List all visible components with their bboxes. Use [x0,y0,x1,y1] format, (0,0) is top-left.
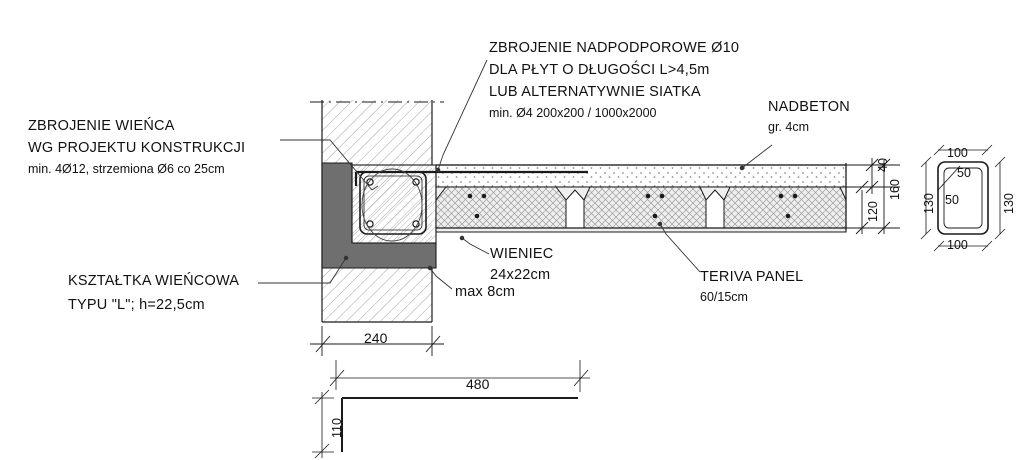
ring-beam [352,165,436,243]
rebar-bend-detail [312,360,590,458]
label-zbrojenie-wienca-line3: min. 4Ø12, strzemiona Ø6 co 25cm [28,162,225,176]
label-zbrojenie-nadpodporowe-line2: DLA PŁYT O DŁUGOŚCI L>4,5m [489,62,710,78]
label-teriva-line1: TERIVA PANEL [700,269,804,285]
dimension-text-120: 120 [866,201,880,222]
label-zbrojenie-nadpodporowe-line3: LUB ALTERNATYWNIE SIATKA [489,84,701,100]
slab-topping [436,165,846,187]
label-max8cm: max 8cm [455,284,516,300]
detail-dimension-top: 100 [947,146,968,160]
detail-dimension-right: 130 [1002,193,1016,214]
dimension-text-240: 240 [364,330,388,346]
label-ksztaltka-line2: TYPU "L"; h=22,5cm [68,297,205,313]
detail-dimension-inner-left: 50 [945,193,959,207]
dimension-text-480: 480 [466,376,490,392]
dimension-text-40: 40 [876,158,890,172]
detail-dimension-bottom: 100 [947,238,968,252]
detail-dimension-left: 130 [922,193,936,214]
label-nadbeton-line1: NADBETON [768,99,850,115]
dimension-text-110: 110 [330,418,344,438]
label-zbrojenie-nadpodporowe-line4: min. Ø4 200x200 / 1000x2000 [489,106,657,120]
dimension-text-160: 160 [888,179,902,200]
label-ksztaltka-line1: KSZTAŁTKA WIEŃCOWA [68,273,240,289]
label-wieniec-line1: WIENIEC [490,246,554,262]
label-teriva-line2: 60/15cm [700,290,748,304]
label-wieniec-line2: 24x22cm [490,267,551,283]
label-nadbeton-line2: gr. 4cm [768,120,809,134]
label-zbrojenie-wienca-line1: ZBROJENIE WIEŃCA [28,118,175,134]
label-zbrojenie-nadpodporowe-line1: ZBROJENIE NADPODPOROWE Ø10 [489,40,740,56]
detail-dimension-inner-top: 50 [957,166,971,180]
label-zbrojenie-wienca-line2: WG PROJEKTU KONSTRUKCJI [28,140,246,156]
